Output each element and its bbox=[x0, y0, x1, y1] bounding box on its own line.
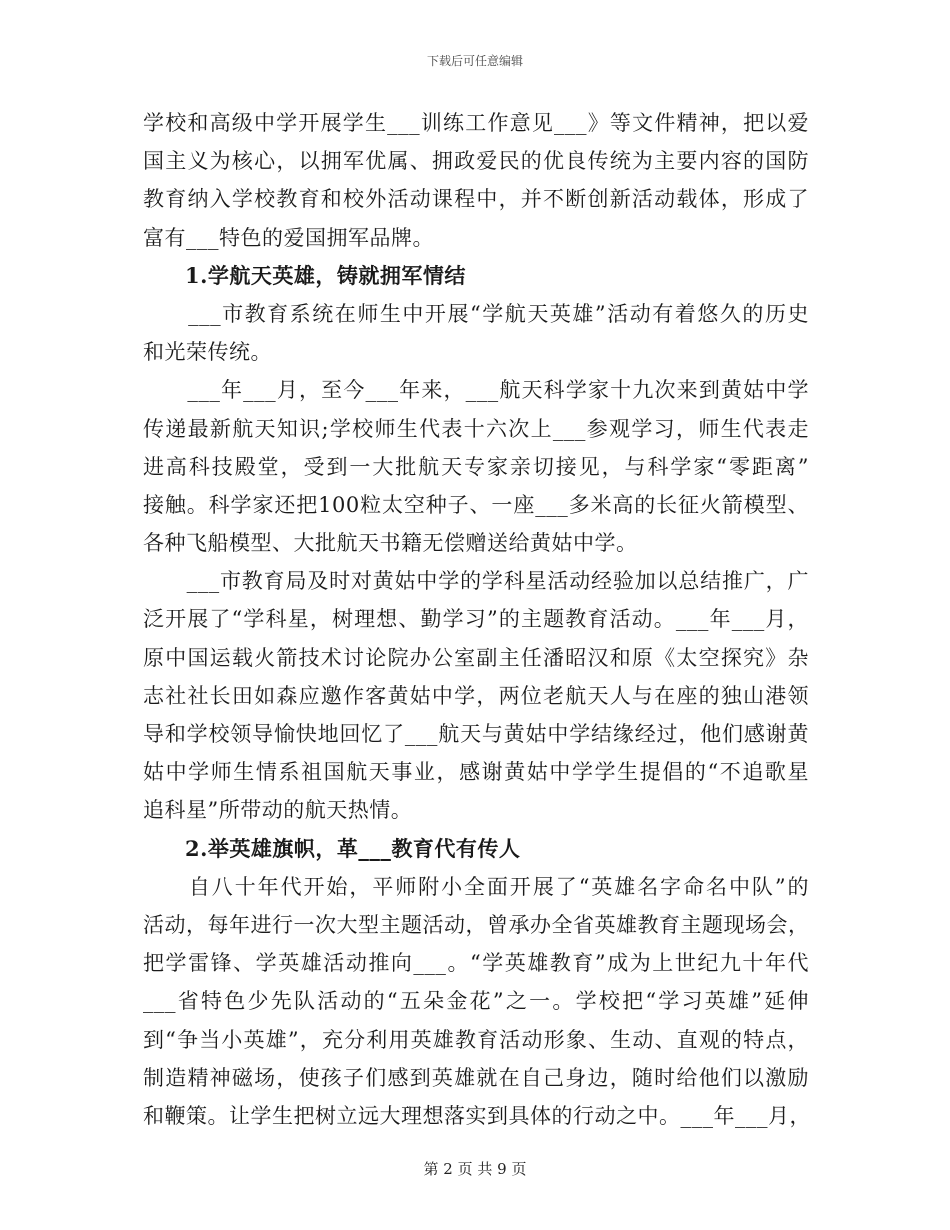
text-line: 富有___特色的爱国拥军品牌。 bbox=[143, 225, 434, 250]
text-line: 各种飞船模型、大批航天书籍无偿赠送给黄姑中学。 bbox=[143, 531, 638, 556]
text-line: 原中国运载火箭技术讨论院办公室副主任潘昭汉和原《太空探究》杂 bbox=[143, 645, 809, 670]
text-line: 自八十年代开始，平师附小全面开展了“英雄名字命名中队”的 bbox=[143, 874, 809, 899]
text-line: ___年___月，至今___年来，___航天科学家十九次来到黄姑中学 bbox=[143, 378, 809, 403]
paragraph bbox=[143, 562, 809, 829]
section-heading bbox=[143, 830, 809, 868]
text-line: 进高科技殿堂，受到一大批航天专家亲切接见，与科学家“零距离” bbox=[143, 454, 809, 479]
text-line: 教育纳入学校教育和校外活动课程中，并不断创新活动载体，形成了 bbox=[143, 187, 809, 212]
text-line: 国主义为核心，以拥军优属、拥政爱民的优良传统为主要内容的国防 bbox=[143, 149, 809, 174]
text-line: 接触。科学家还把100粒太空种子、一座___多米高的长征火箭模型、 bbox=[143, 492, 809, 517]
text-line: 和光荣传统。 bbox=[143, 340, 272, 365]
paragraph bbox=[143, 371, 809, 562]
text-line: ___市教育局及时对黄姑中学的学科星活动经验加以总结推广，广 bbox=[143, 569, 809, 594]
text-line: ___市教育系统在师生中开展“学航天英雄”活动有着悠久的历史 bbox=[143, 301, 809, 326]
document-body bbox=[143, 104, 809, 1135]
text-line: 活动，每年进行一次大型主题活动，曾承办全省英雄教育主题现场会， bbox=[143, 912, 810, 937]
text-line: 志社社长田如森应邀作客黄姑中学，两位老航天人与在座的独山港领 bbox=[143, 683, 809, 708]
paragraph bbox=[143, 868, 809, 1135]
text-line: 姑中学师生情系祖国航天事业，感谢黄姑中学学生提倡的“不追歌星 bbox=[143, 760, 809, 785]
page-number: 第 2 页 共 9 页 bbox=[423, 1160, 527, 1178]
text-line: ___省特色少先队活动的“五朵金花”之一。学校把“学习英雄”延伸 bbox=[143, 989, 809, 1014]
page-header: 下载后可任意编辑 bbox=[426, 54, 523, 68]
text-line: 泛开展了“学科星，树理想、勤学习”的主题教育活动。___年___月， bbox=[143, 607, 809, 632]
text-line: 传递最新航天知识;学校师生代表十六次上___参观学习，师生代表走 bbox=[143, 416, 809, 441]
text-line: 学校和高级中学开展学生___训练工作意见___》等文件精神，把以爱 bbox=[143, 111, 809, 135]
heading-text: 2.举英雄旗帜，革___教育代有传人 bbox=[185, 835, 521, 861]
text-line: 把学雷锋、学英雄活动推向___。“学英雄教育”成为上世纪九十年代 bbox=[143, 951, 809, 976]
paragraph bbox=[143, 104, 809, 257]
text-line: 和鞭策。让学生把树立远大理想落实到具体的行动之中。___年___月， bbox=[143, 1103, 811, 1128]
text-line: 导和学校领导愉快地回忆了___航天与黄姑中学结缘经过，他们感谢黄 bbox=[143, 722, 809, 746]
text-line: 到“争当小英雄”，充分利用英雄教育活动形象、生动、直观的特点， bbox=[143, 1027, 809, 1052]
paragraph bbox=[143, 295, 809, 371]
text-line: 追科星”所带动的航天热情。 bbox=[143, 798, 413, 823]
heading-text: 1.学航天英雄，铸就拥军情结 bbox=[185, 262, 466, 288]
text-line: 制造精神磁场，使孩子们感到英雄就在自己身边，随时给他们以激励 bbox=[143, 1065, 809, 1090]
section-heading bbox=[143, 257, 809, 295]
